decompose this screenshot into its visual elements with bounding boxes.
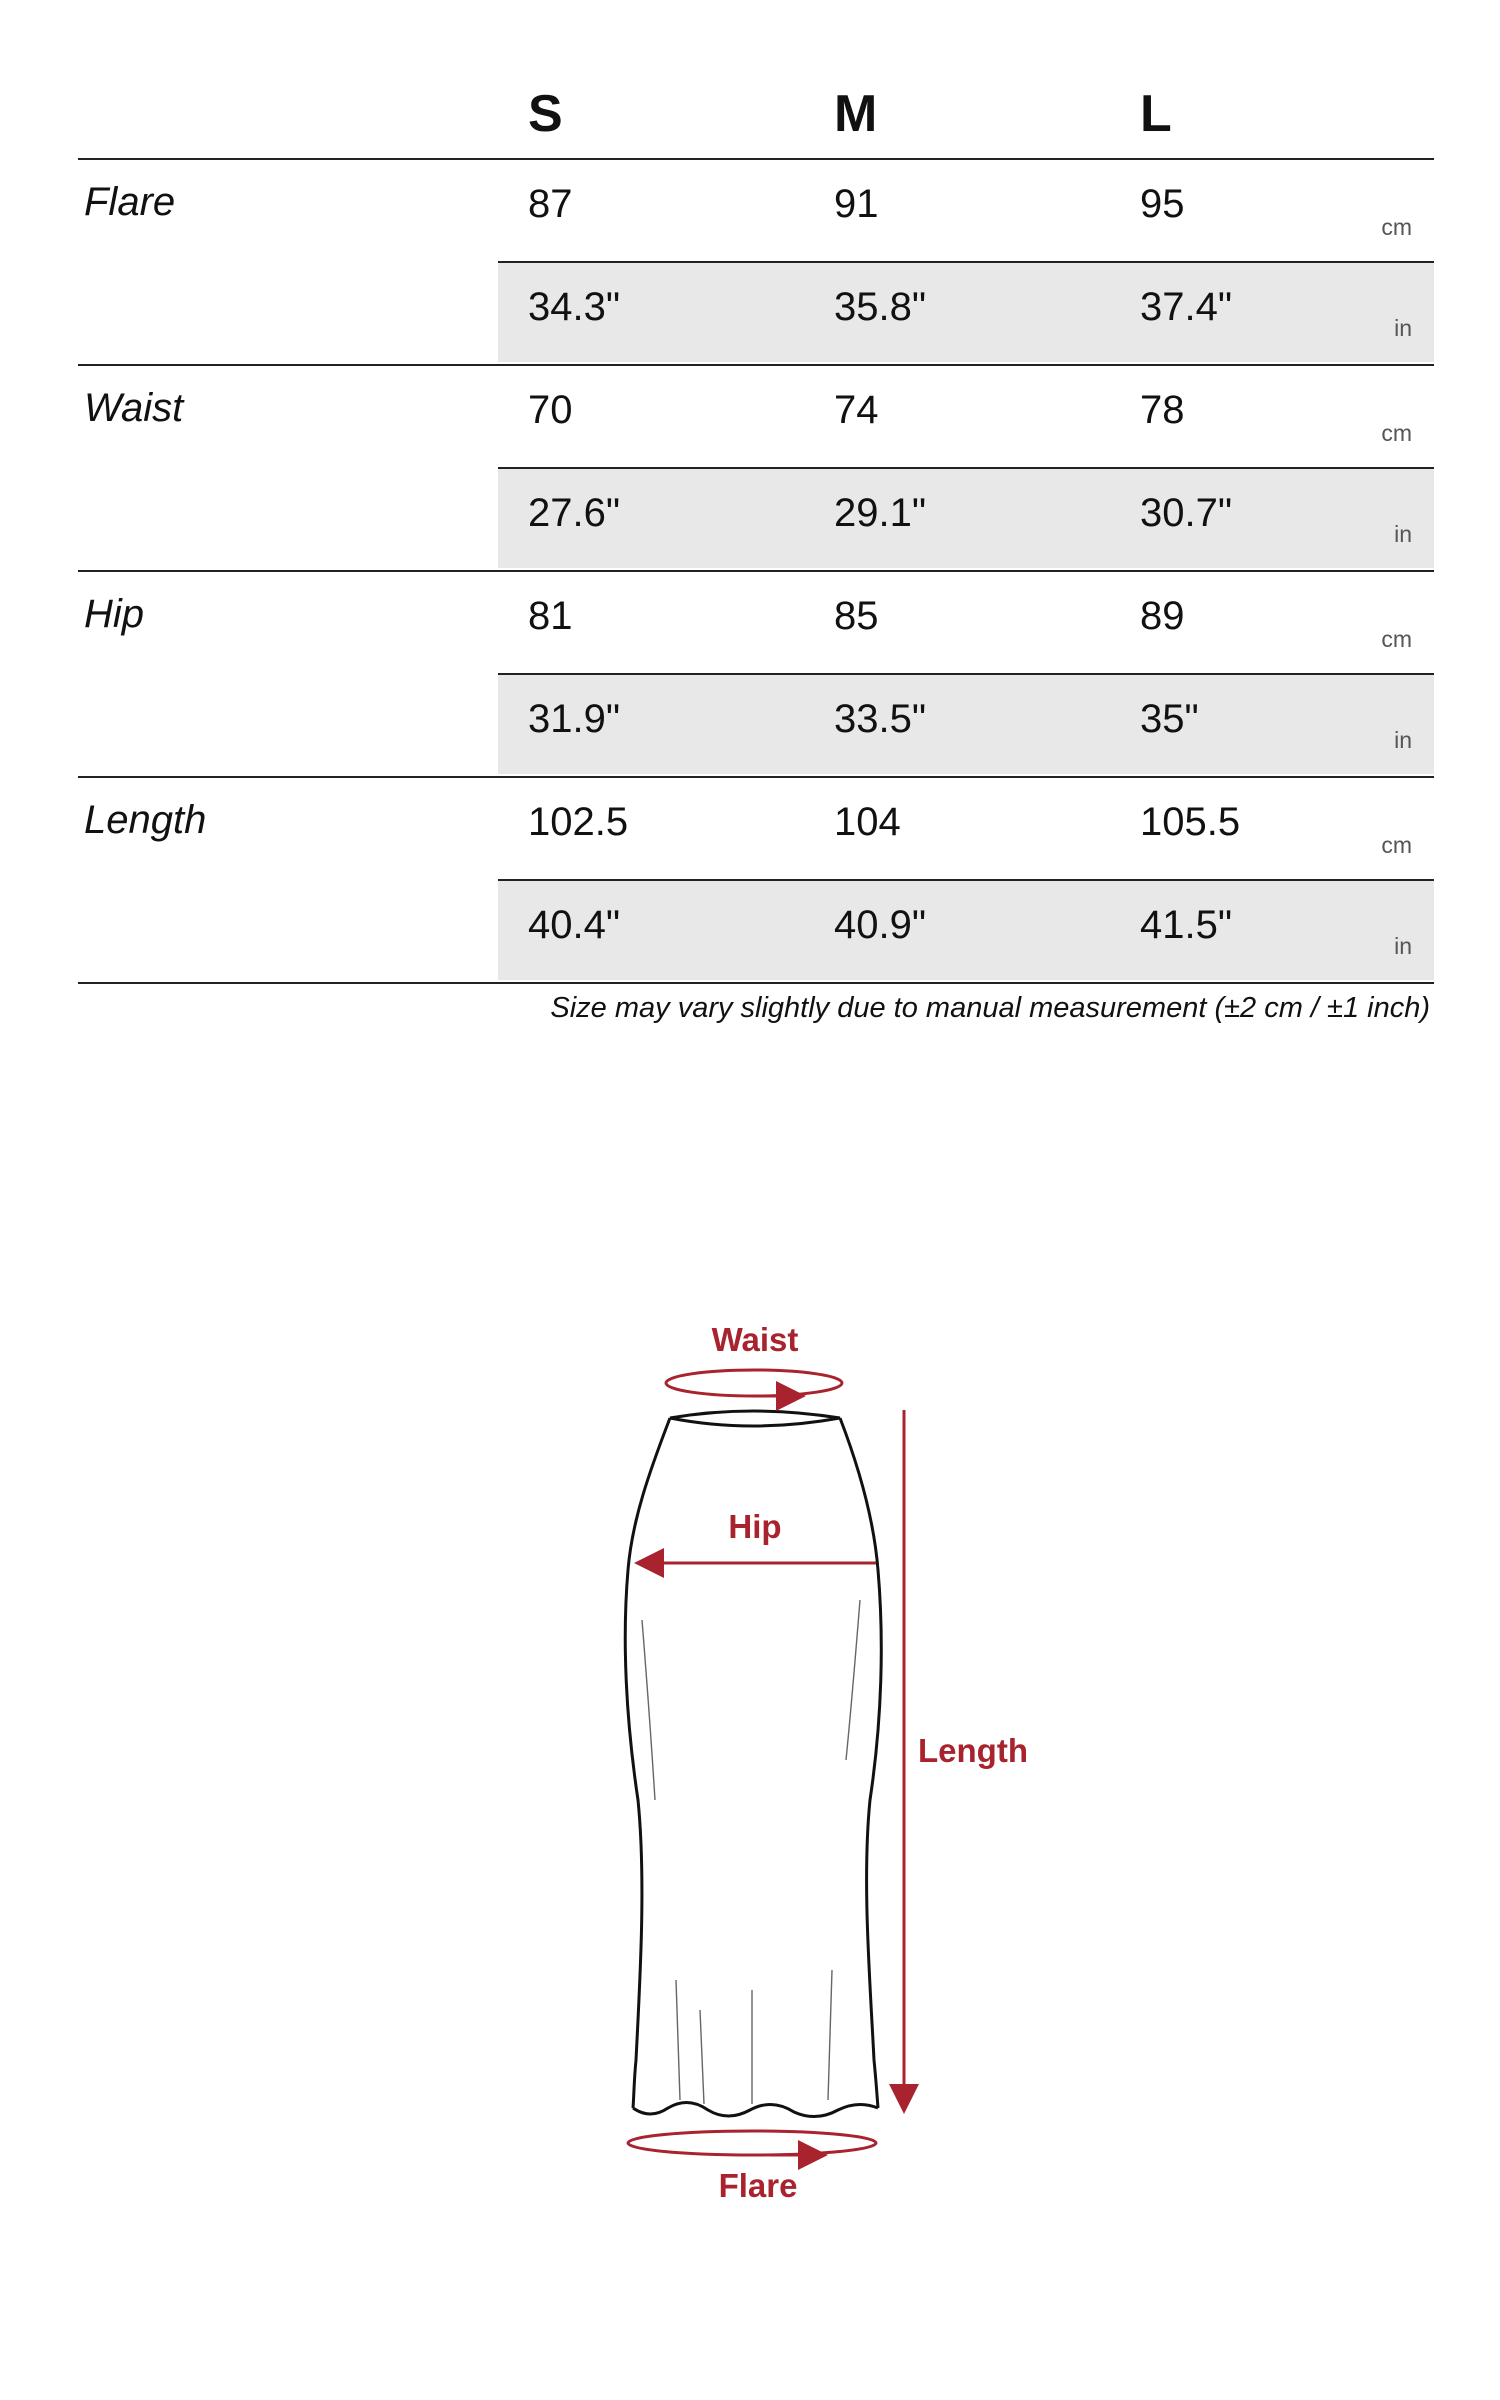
row-label-waist: Waist xyxy=(84,386,184,430)
row-group-flare xyxy=(78,160,1434,366)
hip-cm-l: 89 xyxy=(1140,594,1185,638)
waist-cm-s: 70 xyxy=(528,388,573,432)
unit-in: in xyxy=(1394,315,1412,341)
skirt-diagram xyxy=(0,1270,1500,2230)
row-group-waist xyxy=(78,366,1434,572)
unit-in: in xyxy=(1394,933,1412,959)
flare-cm-m: 91 xyxy=(834,182,879,226)
flare-cm-l: 95 xyxy=(1140,182,1185,226)
skirt-folds xyxy=(642,1600,860,2104)
waist-arrow xyxy=(666,1370,842,1396)
length-in-l: 41.5" xyxy=(1140,903,1233,947)
hip-in-m: 33.5" xyxy=(834,697,927,741)
size-header-s: S xyxy=(528,85,563,143)
unit-cm: cm xyxy=(1381,214,1412,240)
waist-in-m: 29.1" xyxy=(834,491,927,535)
waist-in-l: 30.7" xyxy=(1140,491,1233,535)
unit-cm: cm xyxy=(1381,420,1412,446)
flare-in-row xyxy=(498,261,1434,362)
flare-cm-s: 87 xyxy=(528,182,573,226)
flare-in-m: 35.8" xyxy=(834,285,927,329)
size-header-row xyxy=(78,60,1434,160)
row-label-hip: Hip xyxy=(84,592,145,636)
waist-in-row xyxy=(498,467,1434,568)
flare-cm-row xyxy=(498,160,1434,261)
row-label-flare: Flare xyxy=(84,180,176,224)
row-group-length xyxy=(78,778,1434,984)
hip-label: Hip xyxy=(728,1508,782,1545)
hip-cm-s: 81 xyxy=(528,594,573,638)
waist-cm-row xyxy=(498,366,1434,467)
unit-cm: cm xyxy=(1381,626,1412,652)
length-in-s: 40.4" xyxy=(528,903,621,947)
hip-in-l: 35" xyxy=(1140,697,1199,741)
row-group-hip xyxy=(78,572,1434,778)
length-in-row xyxy=(498,879,1434,980)
length-cm-s: 102.5 xyxy=(528,800,629,844)
size-header-m: M xyxy=(834,85,878,143)
hip-cm-row xyxy=(498,572,1434,673)
waist-in-s: 27.6" xyxy=(528,491,621,535)
length-cm-row xyxy=(498,778,1434,879)
unit-in: in xyxy=(1394,521,1412,547)
hip-cm-m: 85 xyxy=(834,594,879,638)
hip-in-s: 31.9" xyxy=(528,697,621,741)
unit-cm: cm xyxy=(1381,832,1412,858)
flare-arrow xyxy=(628,2131,876,2155)
size-header-l: L xyxy=(1140,85,1172,143)
flare-in-s: 34.3" xyxy=(528,285,621,329)
hip-in-row xyxy=(498,673,1434,774)
size-table xyxy=(78,60,1434,984)
waist-label: Waist xyxy=(711,1321,799,1358)
measurement-note: Size may vary slightly due to manual measurement (±2 cm / ±1 inch) xyxy=(550,992,1430,1024)
length-cm-m: 104 xyxy=(834,800,901,844)
waist-cm-l: 78 xyxy=(1140,388,1185,432)
flare-in-l: 37.4" xyxy=(1140,285,1233,329)
row-label-length: Length xyxy=(84,798,207,842)
length-cm-l: 105.5 xyxy=(1140,800,1241,844)
unit-in: in xyxy=(1394,727,1412,753)
waist-cm-m: 74 xyxy=(834,388,879,432)
length-label: Length xyxy=(918,1732,1028,1769)
flare-label: Flare xyxy=(718,2167,798,2204)
length-in-m: 40.9" xyxy=(834,903,927,947)
